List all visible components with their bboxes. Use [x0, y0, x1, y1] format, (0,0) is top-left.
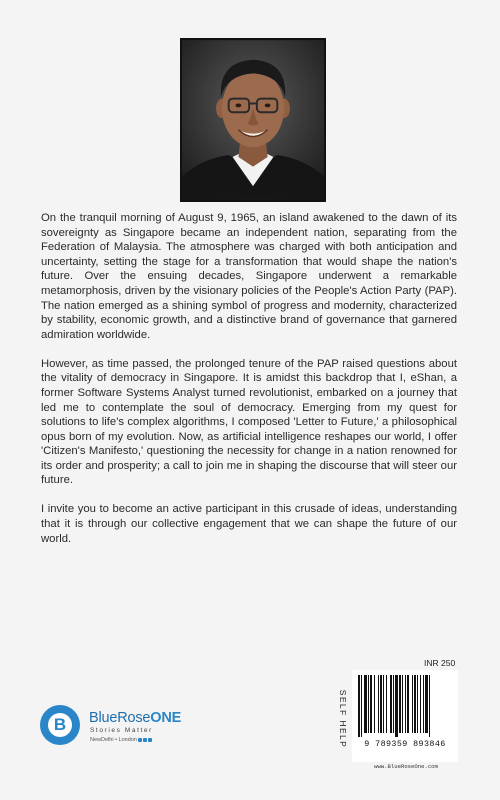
barcode-bar — [390, 675, 392, 733]
barcode-bar — [425, 675, 428, 733]
barcode-bar — [417, 675, 418, 733]
publisher-website: www.BlueRoseOne.com — [374, 763, 438, 770]
barcode-bar — [405, 675, 406, 733]
twitter-icon — [143, 738, 147, 742]
publisher-logo — [40, 705, 220, 747]
barcode-bar — [370, 675, 372, 733]
barcode-bar — [402, 675, 403, 733]
barcode-bar — [383, 675, 384, 733]
publisher-name — [89, 710, 181, 726]
barcode-bar — [368, 675, 369, 733]
publisher-circle-icon — [40, 705, 80, 745]
publisher-locations — [90, 737, 152, 743]
publisher-locations-text: NewDelhi • London — [90, 737, 137, 743]
back-cover-blurb — [41, 211, 457, 561]
barcode-bar — [374, 675, 375, 733]
barcode-icon — [358, 675, 452, 737]
publisher-letter: B — [48, 713, 72, 737]
publisher-tagline: Stories Matter — [90, 727, 153, 734]
isbn-barcode — [352, 670, 458, 762]
barcode-bar — [423, 675, 424, 733]
blurb-paragraph: On the tranquil morning of August 9, 1965, an island awakened to the dawn of its sovereignty as Singapore became an independent nation, separating from the Federation of Malaysia. The atmosphere was charged with both anticipation and uncertainty, setting the stage for a transformation that would shape the nation's future. Over the ensuing decades, Singapore underwent a remarkable metamorphosis, driven by the visionary policies of the People's Action Party (PAP). The nation emerged as a shining symbol of progress and modernity, characterized by stability, economic growth, and a distinctive brand of governance that garnered admiration worldwide. — [41, 212, 457, 341]
barcode-bar — [361, 675, 362, 737]
facebook-icon — [138, 738, 142, 742]
price-label: INR 250 — [424, 658, 456, 668]
barcode-bar — [393, 675, 394, 733]
barcode-bar — [429, 675, 430, 737]
barcode-bar — [412, 675, 413, 733]
barcode-bar — [395, 675, 398, 737]
publisher-name-part1: BlueRose — [89, 710, 151, 726]
barcode-bar — [358, 675, 360, 737]
author-portrait-icon — [182, 40, 324, 200]
barcode-bar — [364, 675, 367, 733]
author-photo — [180, 38, 326, 202]
barcode-bar — [414, 675, 416, 733]
isbn-number: 9 789359 893846 — [364, 739, 446, 749]
instagram-icon — [148, 738, 152, 742]
category-label — [337, 674, 349, 764]
barcode-bar — [378, 675, 379, 733]
barcode-bar — [399, 675, 401, 733]
barcode-bar — [420, 675, 421, 733]
barcode-bar — [407, 675, 409, 733]
publisher-name-part2: ONE — [150, 710, 182, 726]
blurb-paragraph: I invite you to become an active participant in this crusade of ideas, understanding that it is through our collective engagement that we can shape the future of our world. — [41, 503, 457, 545]
barcode-bar — [386, 675, 387, 733]
blurb-paragraph: However, as time passed, the prolonged tenure of the PAP raised questions about the vitality of democracy in Singapore. It is amidst this backdrop that I, eShan, a former Software Systems Analyst turned revolutionist, embarked on a journey that led me to contemplate the soul of democracy. Emerging from my quest for solutions to life's complex algorithms, I composed 'Letter to Future,' a philosophical opus born of my evolution. Now, as artificial intelligence reshapes our world, I offer 'Citizen's Manifesto,' questioning the necessity for change in a nation renowned for its order and prosperity; a call to join me in shaping the discourse that will steer our future. — [41, 357, 457, 487]
barcode-bar — [380, 675, 382, 733]
category-text: SELF HELP — [338, 689, 348, 749]
